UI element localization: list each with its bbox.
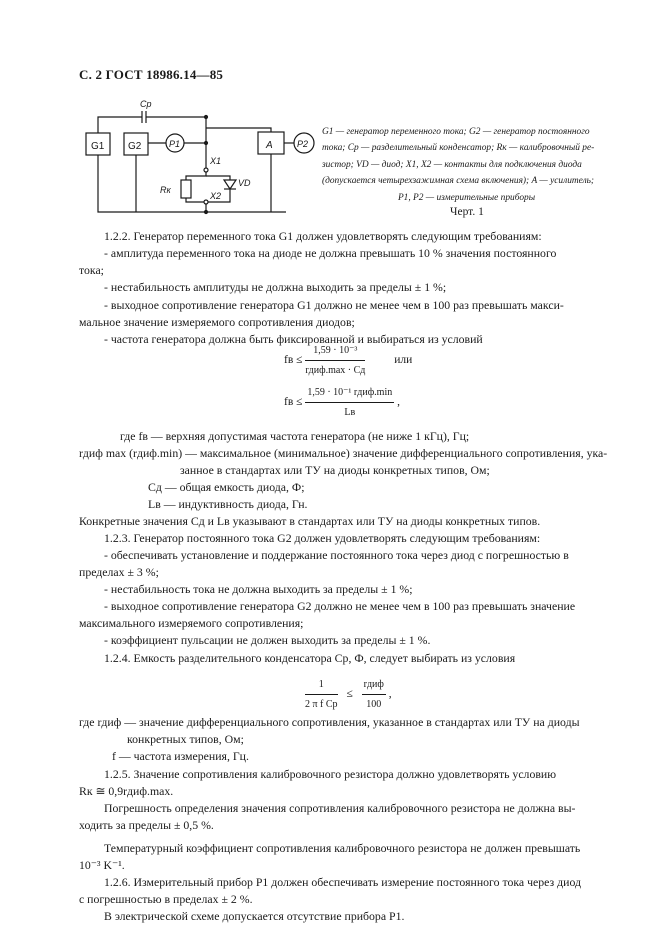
wire-g1-cap <box>98 117 142 133</box>
g2-label: G2 <box>128 141 142 152</box>
para-line: - нестабильность амплитуды не должна выходить за пределы ± 1 %; <box>104 280 447 294</box>
x1-label: X1 <box>210 156 222 166</box>
formula-3-end: , <box>388 688 392 701</box>
where-line: где rдиф — значение дифференциального сопротивления, указанное в стандартах или ТУ на диоды <box>79 715 580 729</box>
p1-label: P1 <box>169 139 181 149</box>
para-line: - частота генератора должна быть фиксированной и выбираться из условий <box>104 332 483 346</box>
page-header: С. 2 ГОСТ 18986.14—85 <box>79 67 224 82</box>
formula-3-den1: 2 π f Cр <box>305 699 338 710</box>
formula-2-fraction <box>305 384 394 421</box>
para-1-2-3: 1.2.3. Генератор постоянного тока G2 должен удовлетворять следующим требованиям: <box>104 531 541 545</box>
para-line: мальное значение измеряемого сопротивления диодов; <box>79 315 355 329</box>
x1-contact <box>204 168 208 172</box>
rk-label: Rк <box>160 185 171 195</box>
formula-1-den: rдиф.max · Cд <box>305 365 366 376</box>
formula-3-num2: rдиф <box>362 676 386 695</box>
junction-1 <box>205 142 208 145</box>
wire-rk-x2 <box>186 198 204 202</box>
where-line: Cд — общая емкость диода, Ф; <box>148 480 305 494</box>
p2-label: P2 <box>297 139 309 149</box>
para-line: - коэффициент пульсации не должен выходить за пределы ± 1 %. <box>104 633 431 647</box>
g1-label: G1 <box>91 141 105 152</box>
where-line: где fв — верхняя допустимая частота генератора (не ниже 1 кГц), Гц; <box>120 429 470 443</box>
para-line: Температурный коэффициент сопротивления калибровочного резистора не должен превышать <box>104 841 581 855</box>
para-line: - нестабильность тока не должна выходить за пределы ± 1 %; <box>104 582 413 596</box>
para-line: Rк ≅ 0,9rдиф.max. <box>79 784 174 798</box>
para-line: Конкретные значения Cд и Lв указывают в стандартах или ТУ на диоды конкретных типов. <box>79 514 541 528</box>
formula-2-end: , <box>397 396 400 409</box>
para-line: максимального измеряемого сопротивления; <box>79 616 304 630</box>
figure-legend <box>322 124 611 206</box>
legend-line: зистор; VD — диод; X1, X2 — контакты для подключения диода <box>322 159 582 170</box>
vd-diode <box>224 180 236 189</box>
para-line: - выходное сопротивление генератора G2 должно не менее чем в 100 раз превышать значение <box>104 599 576 613</box>
para-line: В электрической схеме допускается отсутствие прибора P1. <box>104 909 405 923</box>
formula-2-num: 1,59 · 10⁻¹ rдиф.min <box>305 384 394 403</box>
where-line: занное в стандартах или ТУ на диоды конкретных типов, Ом; <box>180 463 490 477</box>
formula-3-den2: 100 <box>366 699 382 710</box>
x2-contact <box>204 200 208 204</box>
legend-line: P1, P2 — измерительные приборы <box>397 192 536 203</box>
para-line: ходить за пределы ± 0,5 %. <box>79 818 214 832</box>
x2-label: X2 <box>210 191 222 201</box>
where-line: конкретных типов, Ом; <box>127 732 244 746</box>
para-line: с погрешностью в пределах ± 2 %. <box>79 892 253 906</box>
formula-3-frac-left <box>305 676 338 713</box>
formula-1-lhs: fв ≤ <box>284 354 303 367</box>
formula-1 <box>284 342 412 379</box>
wire-x1-vd <box>206 176 230 180</box>
para-line: - амплитуда переменного тока на диоде не должна превышать 10 % значения постоянного <box>104 246 557 260</box>
cp-label: Cp <box>140 99 152 109</box>
formula-2-lhs: fв ≤ <box>284 396 303 409</box>
formula-1-num: 1,59 · 10⁻³ <box>305 342 365 361</box>
rk-resistor <box>181 180 191 198</box>
wire-ground-bus <box>98 155 286 212</box>
circuit-diagram <box>82 99 322 218</box>
para-1-2-5: 1.2.5. Значение сопротивления калибровочного резистора должно удовлетворять условию <box>104 767 557 781</box>
para-line: 10⁻³ K⁻¹. <box>79 858 125 872</box>
formula-3-op: ≤ <box>346 688 353 701</box>
para-1-2-6: 1.2.6. Измерительный прибор P1 должен обеспечивать измерение постоянного тока через диод <box>104 875 582 889</box>
formula-3-num1: 1 <box>305 676 338 695</box>
junction-3 <box>205 211 208 214</box>
legend-line: (допускается четырехзажимная схема включения); A — усилитель; <box>322 176 595 187</box>
figure-caption: Черт. 1 <box>450 206 484 218</box>
legend-line: тока; Cр — разделительный конденсатор; Rк — калибровочный ре- <box>322 143 595 154</box>
formula-2 <box>284 384 400 421</box>
formula-3 <box>305 676 392 713</box>
a-label: A <box>266 140 273 151</box>
where-line: rдиф max (rдиф.min) — максимальное (минимальное) значение дифференциального сопротивления, ука- <box>79 446 608 460</box>
vd-label: VD <box>238 178 251 188</box>
where-line: f — частота измерения, Гц. <box>112 749 249 763</box>
formula-2-den: Lв <box>344 407 356 418</box>
para-line: пределах ± 3 %; <box>79 565 159 579</box>
para-line: - выходное сопротивление генератора G1 должно не менее чем в 100 раз превышать макси- <box>104 298 564 312</box>
para-1-2-4: 1.2.4. Емкость разделительного конденсатора Cр, Ф, следует выбирать из условия <box>104 651 516 665</box>
wire-x1-rk <box>186 172 206 180</box>
legend-line: G1 — генератор переменного тока; G2 — генератор постоянного <box>322 127 590 137</box>
para-1-2-2: 1.2.2. Генератор переменного тока G1 должен удовлетворять следующим требованиям: <box>104 229 542 243</box>
formula-or: или <box>394 354 413 367</box>
formula-3-frac-right <box>362 676 386 713</box>
junction-2 <box>205 116 208 119</box>
para-line: - обеспечивать установление и поддержание постоянного тока через диод с погрешностью в <box>104 548 569 562</box>
wire-node-a <box>206 128 271 132</box>
where-line: Lв — индуктивность диода, Гн. <box>148 497 308 511</box>
formula-1-fraction <box>305 342 365 379</box>
para-line: тока; <box>79 263 104 277</box>
para-line: Погрешность определения значения сопротивления калибровочного резистора не должна вы- <box>104 801 576 815</box>
